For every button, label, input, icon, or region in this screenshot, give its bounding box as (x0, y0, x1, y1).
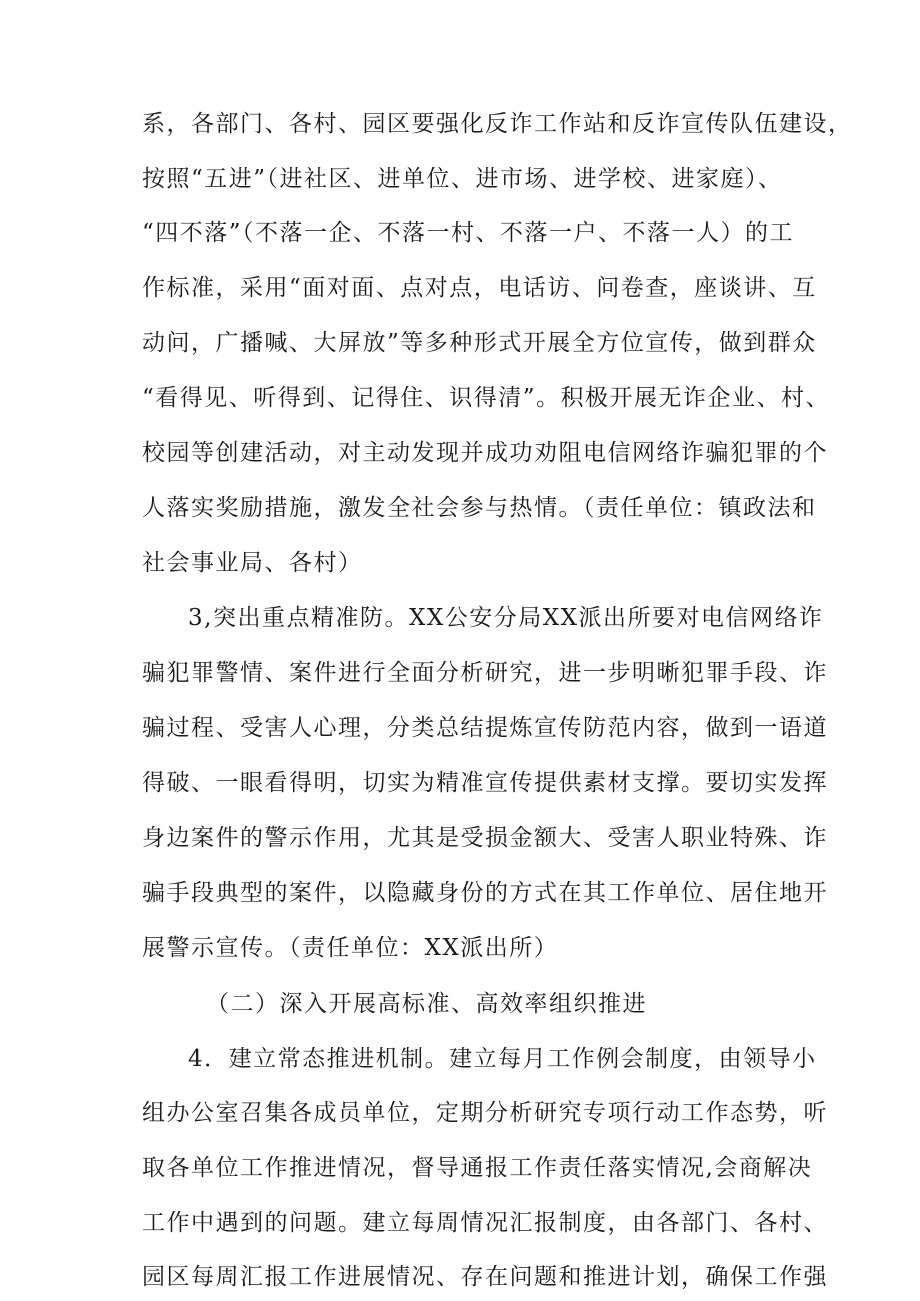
text-line: 骗过程、受害人心理，分类总结提炼宣传防范内容，做到一语道 (142, 715, 828, 741)
text-line: 得破、一眼看得明，切实为精准宣传提供素材支撑。要切实发挥 (142, 770, 828, 796)
section-heading: （二）深入开展高标准、高效率组织推进 (206, 991, 647, 1017)
text-line: 组办公室召集各成员单位，定期分析研究专项行动工作态势，听 (142, 1100, 828, 1126)
text-line: “四不落”（不落一企、不落一村、不落一户、不落一人）的工 (142, 220, 795, 246)
paragraph-4-first-line: 4．建立常态推进机制。建立每月工作例会制度，由领导小 (188, 1046, 817, 1072)
text-line: 园区每周汇报工作进展情况、存在问题和推进计划，确保工作强 (142, 1264, 828, 1290)
text-line: 社会事业局、各村） (142, 550, 363, 576)
text-line: 骗犯罪警情、案件进行全面分析研究，进一步明晰犯罪手段、诈 (142, 660, 828, 686)
text-line: 作标准，采用“面对面、点对点，电话访、问卷查，座谈讲、互 (142, 275, 817, 301)
text-line: 骗手段典型的案件，以隐藏身份的方式在其工作单位、居住地开 (142, 880, 828, 906)
text-line: 取各单位工作推进情况，督导通报工作责任落实情况,会商解决 (142, 1155, 813, 1181)
text-line: 系，各部门、各村、园区要强化反诈工作站和反诈宣传队伍建设， (142, 111, 853, 137)
text-line: 校园等创建活动，对主动发现并成功劝阻电信网络诈骗犯罪的个 (142, 440, 828, 466)
text-line: 按照“五进”（进社区、进单位、进市场、进学校、进家庭）、 (142, 166, 783, 192)
text-line: 人落实奖励措施，激发全社会参与热情。（责任单位：镇政法和 (142, 495, 817, 521)
text-line: “看得见、听得到、记得住、识得清”。积极开展无诈企业、村、 (142, 385, 831, 411)
text-line: 展警示宣传。（责任单位：XX派出所） (142, 935, 559, 961)
text-line: 动问，广播喊、大屏放”等多种形式开展全方位宣传，做到群众 (142, 330, 817, 356)
text-line: 身边案件的警示作用，尤其是受损金额大、受害人职业特殊、诈 (142, 825, 828, 851)
text-line: 工作中遇到的问题。建立每周情况汇报制度，由各部门、各村、 (142, 1210, 828, 1236)
paragraph-3-first-line: 3,突出重点精准防。XX公安分局XX派出所要对电信网络诈 (188, 605, 824, 631)
